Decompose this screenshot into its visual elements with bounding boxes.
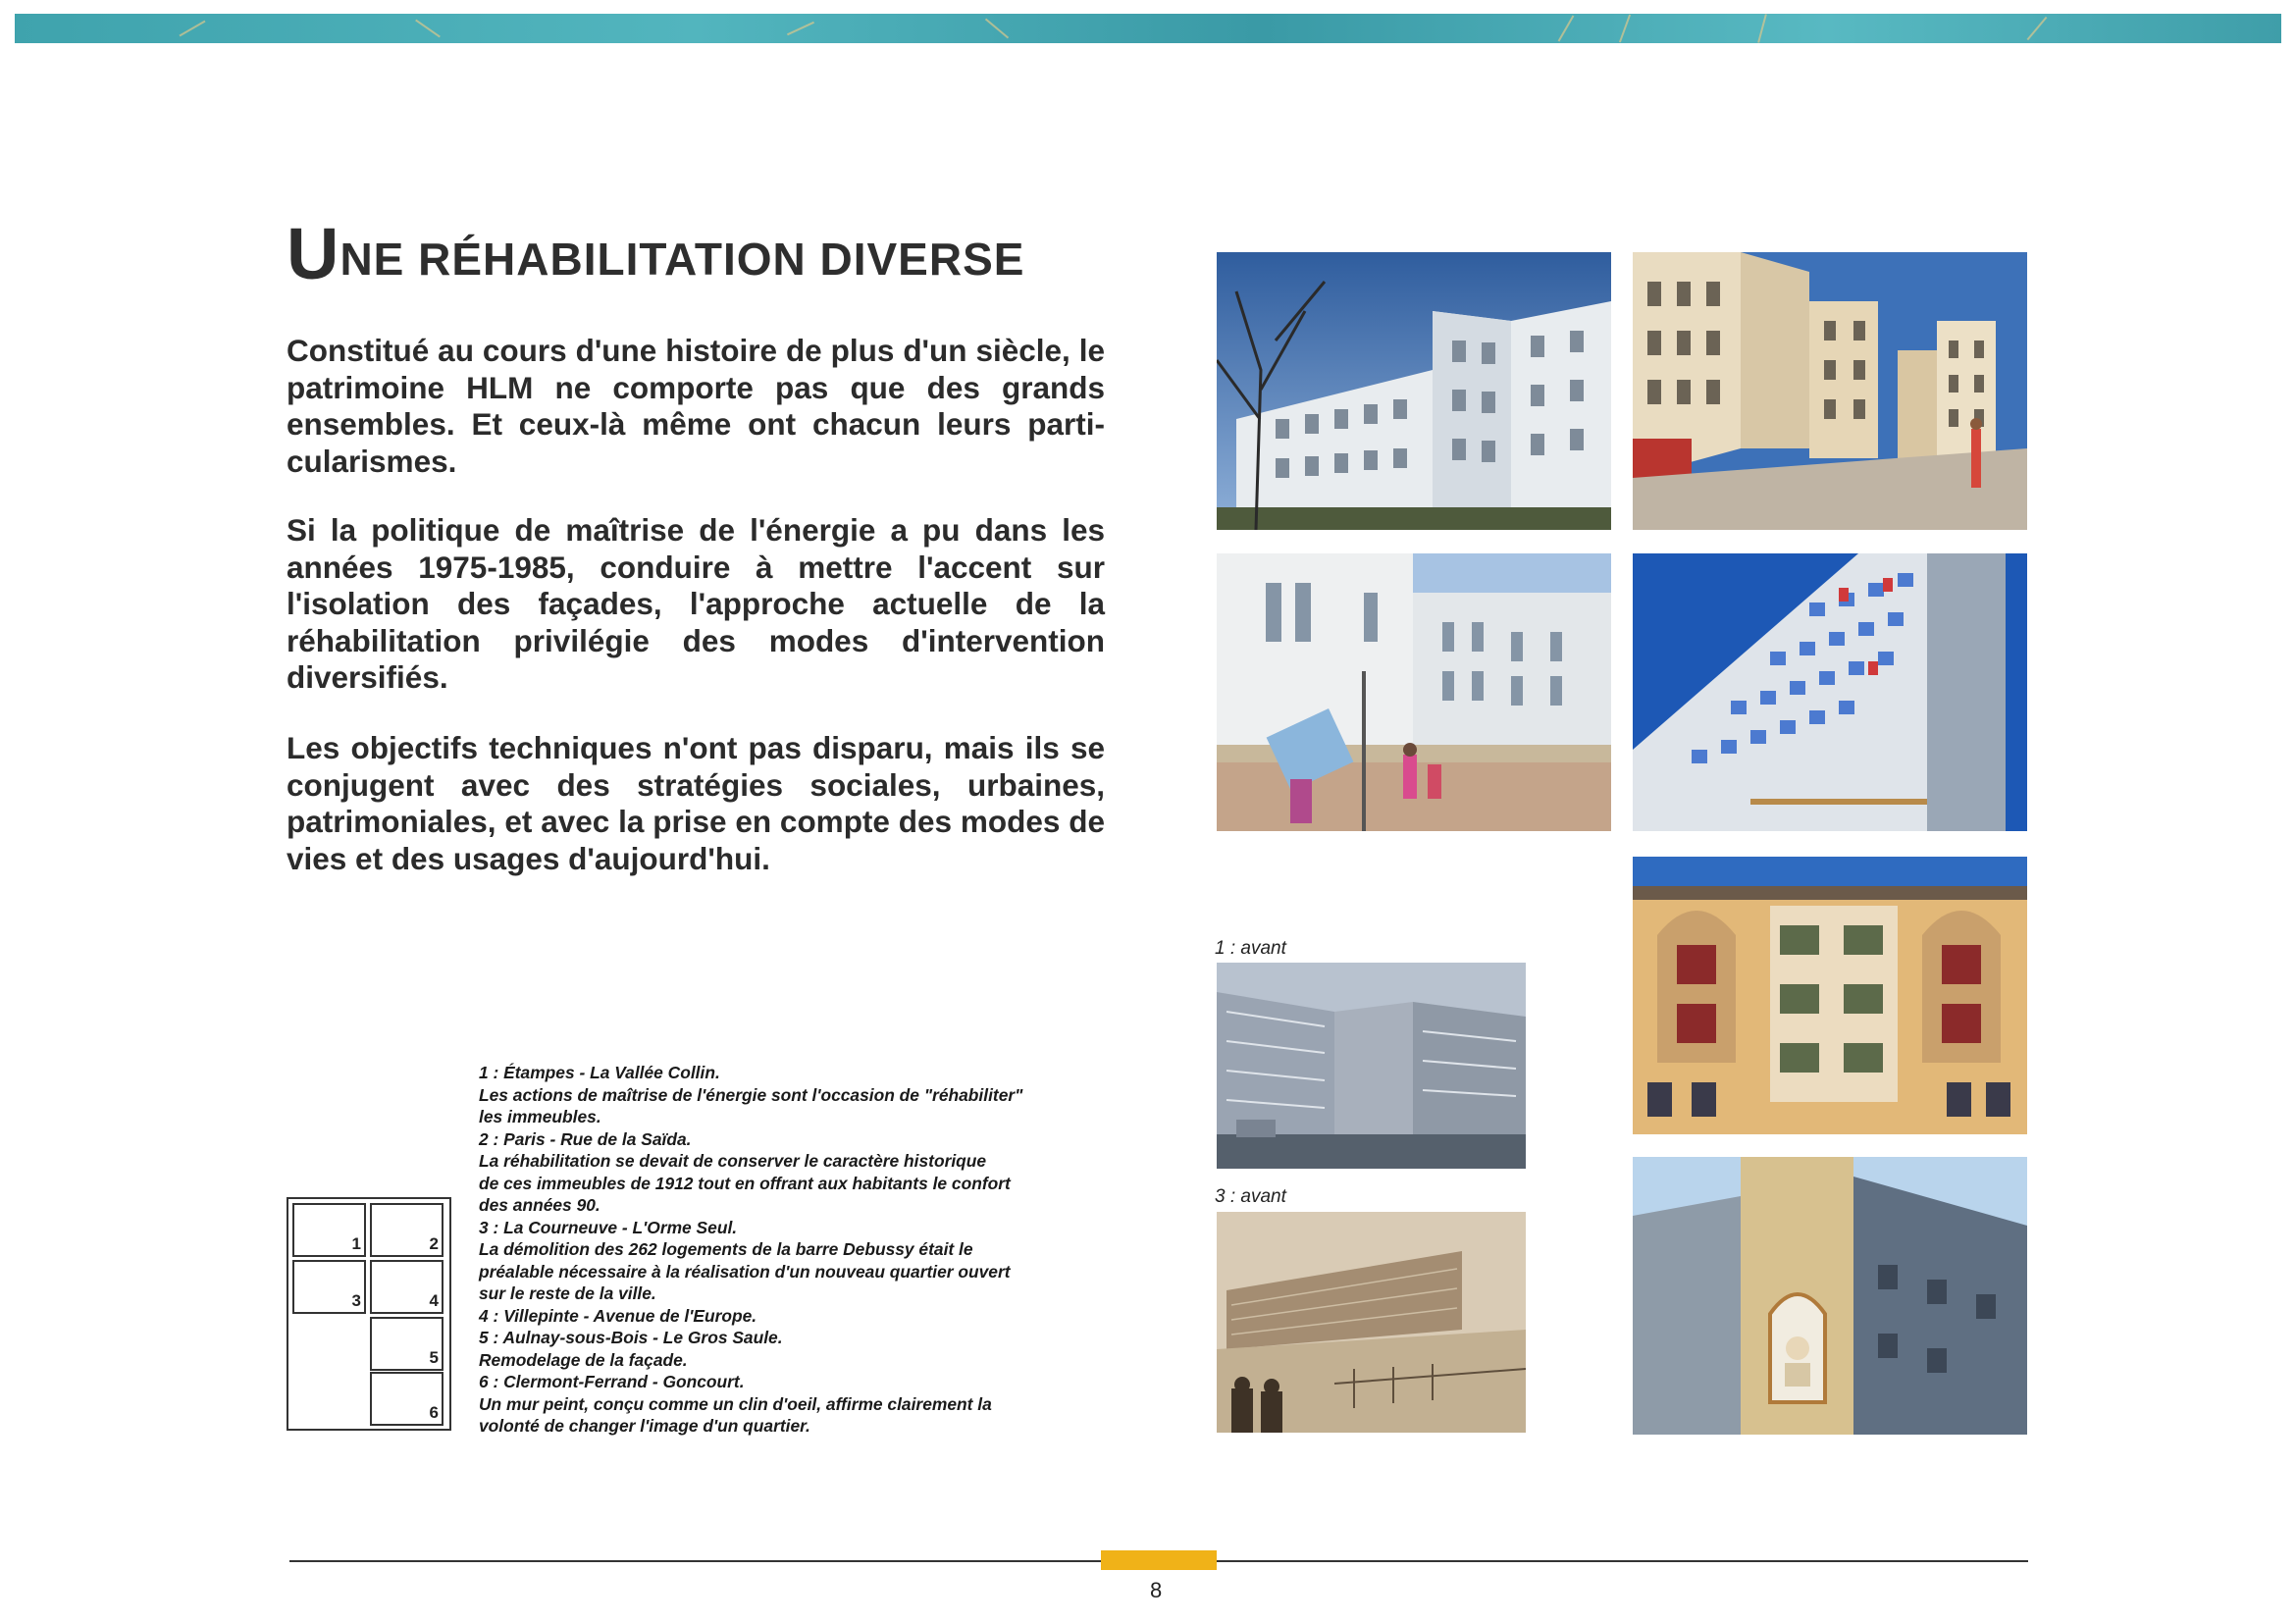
legend-line: 3 : La Courneuve - L'Orme Seul.: [479, 1217, 738, 1237]
map-cell-3: [292, 1260, 366, 1314]
page-number: 8: [1150, 1578, 1163, 1602]
legend-line: les immeubles.: [479, 1107, 601, 1126]
legend-line: des années 90.: [479, 1195, 600, 1215]
photo-4-villepinte: [1633, 553, 2027, 831]
caption-before-3: 3 : avant: [1215, 1186, 1286, 1207]
map-cell-4: [370, 1260, 444, 1314]
map-cell-5: [370, 1317, 444, 1371]
legend-line: Remodelage de la façade.: [479, 1349, 688, 1370]
photo-3-before: [1217, 1212, 1526, 1433]
legend-line: 1 : Étampes - La Vallée Collin.: [479, 1063, 720, 1082]
map-number: 4: [429, 1291, 439, 1310]
caption-before-1: 1 : avant: [1215, 938, 1286, 959]
legend-line: volonté de changer l'image d'un quartier.: [479, 1416, 810, 1436]
photo-3-la-courneuve: [1217, 553, 1611, 831]
legend-line: 5 : Aulnay-sous-Bois - Le Gros Saule.: [479, 1328, 783, 1347]
map-number: 3: [351, 1291, 361, 1310]
legend-line: sur le reste de la ville.: [479, 1283, 656, 1303]
map-number: 2: [429, 1234, 439, 1253]
map-cell-2: [370, 1203, 444, 1257]
photo-5-aulnay-sous-bois: [1633, 857, 2027, 1134]
legend-line: préalable nécessaire à la réalisation d'un nouveau quartier ouvert: [479, 1261, 1011, 1282]
energy-paragraph: Si la politique de maîtrise de l'énergie a pu dans les années 1975-1985, conduire à mettre l'accent sur l'isolation des façades, l'approche actuelle de la réhabilitation privilégie des modes d'intervention diversifiés.: [287, 512, 1105, 695]
legend-line: 6 : Clermont-Ferrand - Goncourt.: [479, 1372, 745, 1391]
photo-layout-map: [287, 1197, 451, 1431]
map-cell-6: [370, 1372, 444, 1426]
map-number: 6: [429, 1403, 439, 1422]
title-rest: NE RÉHABILITATION DIVERSE: [339, 234, 1025, 285]
map-number: 5: [429, 1348, 439, 1367]
map-cell-1: [292, 1203, 366, 1257]
intro-paragraph: Constitué au cours d'une histoire de plus d'un siècle, le patrimoine HLM ne comporte pas que des grands ensembles. Et ceux-là même ont chacun leurs parti-cularismes.: [287, 333, 1105, 479]
title-initial: U: [287, 213, 340, 294]
map-number: 1: [351, 1234, 361, 1253]
legend-line: Un mur peint, conçu comme un clin d'oeil, affirme clairement la: [479, 1393, 992, 1414]
legend-line: 4 : Villepinte - Avenue de l'Europe.: [479, 1305, 757, 1326]
legend-line: Les actions de maîtrise de l'énergie sont l'occasion de "réhabiliter": [479, 1084, 1023, 1105]
objectives-paragraph: Les objectifs techniques n'ont pas disparu, mais ils se conjugent avec des stratégies sociales, urbaines, patrimoniales, et avec la prise en compte des modes de vies et des usages d'aujourd'hui.: [287, 730, 1105, 876]
photo-6-clermont-ferrand: [1633, 1157, 2027, 1435]
photo-legend: [479, 1062, 1077, 1438]
legend-line: La démolition des 262 logements de la barre Debussy était le: [479, 1239, 973, 1259]
footer-accent-bar: [1101, 1550, 1217, 1570]
legend-line: de ces immeubles de 1912 tout en offrant aux habitants le confort: [479, 1173, 1011, 1193]
legend-line: 2 : Paris - Rue de la Saïda.: [479, 1128, 692, 1149]
page-title: [287, 212, 1024, 295]
photo-2-paris: [1633, 252, 2027, 530]
photo-1-before: [1217, 963, 1526, 1169]
photo-1-etampes: [1217, 252, 1611, 530]
decorative-top-band: [15, 14, 2281, 43]
legend-line: La réhabilitation se devait de conserver le caractère historique: [479, 1151, 987, 1171]
